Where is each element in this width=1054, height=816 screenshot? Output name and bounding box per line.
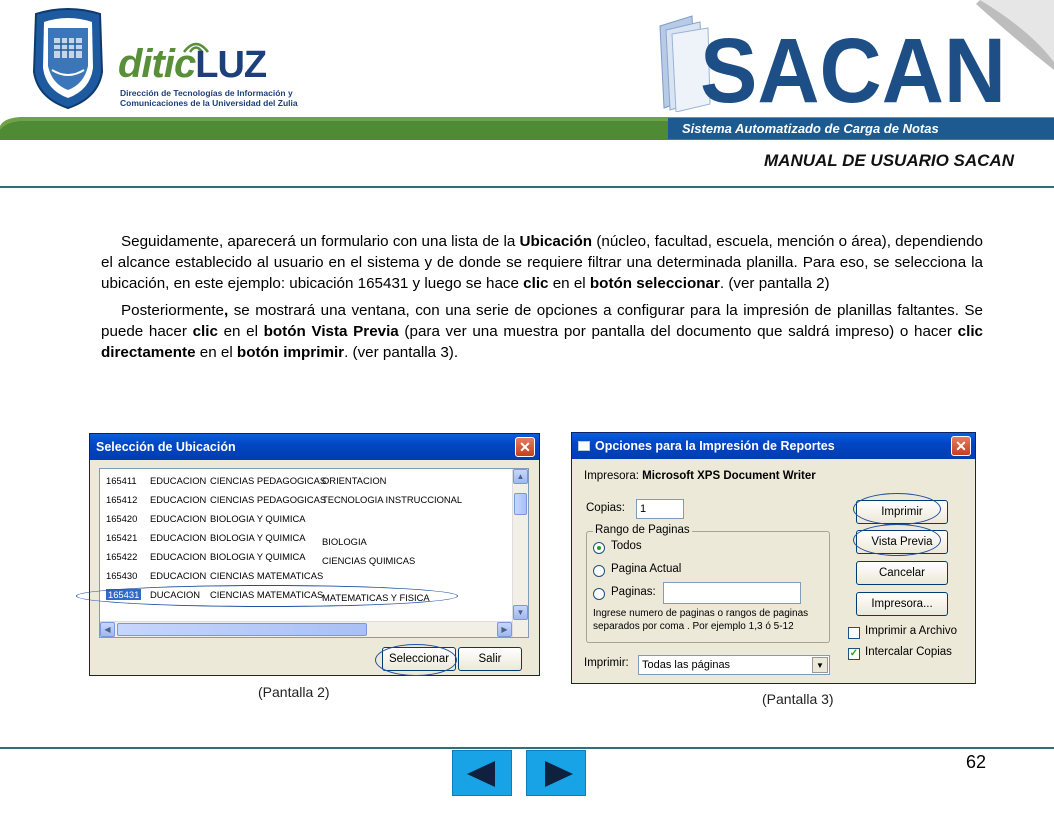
cancel-button[interactable]: Cancelar bbox=[856, 561, 948, 585]
sacan-subtitle: Sistema Automatizado de Carga de Notas bbox=[668, 118, 1054, 139]
page-number: 62 bbox=[966, 752, 987, 772]
highlight-oval-preview-button bbox=[853, 524, 941, 556]
close-icon[interactable]: ✕ bbox=[951, 436, 971, 456]
radio-pages-label: Paginas: bbox=[611, 586, 656, 598]
footer-divider bbox=[0, 747, 1054, 749]
copies-stepper[interactable]: 1 bbox=[636, 499, 684, 519]
scroll-up-icon[interactable]: ▲ bbox=[513, 469, 528, 484]
pages-hint-line-2: separados por coma . Por ejemplo 1,3 ó 5-12 bbox=[593, 621, 794, 632]
collate-copies-label: Intercalar Copias bbox=[865, 646, 952, 658]
window-title-bar bbox=[90, 434, 539, 460]
printer-settings-button[interactable]: Impresora... bbox=[856, 592, 948, 616]
page-curl-decoration bbox=[970, 0, 1054, 70]
radio-pages[interactable] bbox=[593, 588, 605, 600]
scroll-thumb[interactable] bbox=[514, 493, 527, 515]
scroll-right-icon[interactable]: ▶ bbox=[497, 622, 512, 637]
location-list[interactable]: 165411 EDUCACION CIENCIAS PEDAGOGICAS ORIENTACION 165412 EDUCACION CIENCIAS PEDAGOGICAS TECNOLOGIA INSTRUCCIONAL 165420 EDUCACION BIOLOGIA Y QUIMICA 165421 EDUCACION BIOLOGIA Y QUIMICA BIOLOGIA 165422 EDUCACION BIOLOGIA Y QUIMICA CIENCIAS QUIMICAS 165430 EDUCACION CIENCIAS MATEMATICAS 165431 DUCACION CIENCIAS MATEMATICAS MATEMATICAS Y FISICA ▲ ▼ ◀ ▶ bbox=[99, 468, 529, 638]
highlight-oval-print-button bbox=[853, 493, 941, 525]
print-range-select[interactable]: Todas las páginas ▼ bbox=[638, 655, 830, 675]
ditic-luz-logo bbox=[118, 42, 328, 112]
scroll-left-icon[interactable]: ◀ bbox=[100, 622, 115, 637]
print-options-window bbox=[571, 432, 976, 684]
caption-screen-3: (Pantalla 3) bbox=[762, 691, 834, 707]
manual-title: MANUAL DE USUARIO SACAN bbox=[764, 151, 1014, 170]
select-button[interactable]: Seleccionar bbox=[382, 647, 456, 671]
copies-label: Copias: bbox=[586, 502, 625, 514]
pages-input[interactable] bbox=[663, 582, 801, 604]
vertical-scrollbar[interactable] bbox=[512, 469, 528, 637]
window-title: Opciones para la Impresión de Reportes bbox=[595, 439, 835, 453]
next-page-button[interactable] bbox=[526, 750, 586, 796]
svg-text:SACAN: SACAN bbox=[700, 20, 1006, 114]
header-divider bbox=[0, 186, 1054, 188]
printer-label: Impresora: Microsoft XPS Document Writer bbox=[584, 470, 816, 482]
preview-button[interactable]: Vista Previa bbox=[856, 530, 948, 554]
horizontal-scrollbar[interactable] bbox=[100, 621, 512, 637]
body-text bbox=[101, 232, 983, 371]
location-selection-window bbox=[89, 433, 540, 676]
window-title: Selección de Ubicación bbox=[96, 440, 236, 454]
page-range-group bbox=[586, 524, 830, 643]
ditic-subtitle: Dirección de Tecnologías de Información y Comunicaciones de la Universidad del Zulia bbox=[120, 88, 298, 108]
paragraph-1: Seguidamente, aparecerá un formulario con una lista de la Ubicación (núcleo, facultad, escuela, mención o área), dependiendo el alcance establecido al usuario en el sistema y de donde se requiere filtrar una determinada planilla. Para eso, se selecciona la ubicación, en este ejemplo: ubicación 165431 y luego se hace clic en el botón seleccionar. (ver pantalla 2) bbox=[101, 233, 984, 292]
paragraph-2: Posteriormente, se mostrará una ventana, con una serie de opciones a configurar para la impresión de planillas faltantes. Se puede hacer clic en el botón Vista Previa (para ver una muestra por pantalla del documento que saldrá impreso) o hacer clic directamente en el botón imprimir. (ver pantalla 3). bbox=[101, 302, 983, 361]
left-arrow-icon bbox=[467, 761, 495, 787]
caption-screen-2: (Pantalla 2) bbox=[258, 684, 330, 700]
scroll-thumb[interactable] bbox=[117, 623, 367, 636]
pages-hint-line-1: Ingrese numero de paginas o rangos de paginas bbox=[593, 608, 809, 619]
ditic-wordmark: diticLUZ bbox=[118, 42, 267, 86]
collate-copies-checkbox[interactable]: ✓ bbox=[849, 648, 859, 659]
sacan-wordmark bbox=[700, 20, 1010, 114]
radio-all-pages[interactable] bbox=[593, 542, 605, 554]
highlight-oval-select-button bbox=[375, 644, 457, 676]
radio-current-label: Pagina Actual bbox=[611, 563, 682, 575]
highlight-oval-selected-row bbox=[76, 585, 458, 607]
page-range-title: Rango de Paginas bbox=[595, 524, 690, 536]
print-to-file-checkbox[interactable] bbox=[848, 627, 860, 639]
scroll-down-icon[interactable]: ▼ bbox=[513, 605, 528, 620]
radio-current-page[interactable] bbox=[593, 565, 605, 577]
radio-all-label: Todos bbox=[611, 540, 642, 552]
previous-page-button[interactable] bbox=[452, 750, 512, 796]
page-header bbox=[0, 0, 1054, 190]
right-arrow-icon bbox=[545, 761, 573, 787]
window-icon bbox=[578, 441, 590, 451]
close-icon[interactable]: ✕ bbox=[515, 437, 535, 457]
chevron-down-icon[interactable]: ▼ bbox=[812, 657, 828, 673]
exit-button[interactable]: Salir bbox=[458, 647, 522, 671]
university-seal-icon bbox=[28, 8, 108, 110]
print-range-label: Imprimir: bbox=[584, 657, 629, 669]
print-button[interactable]: Imprimir bbox=[856, 500, 948, 524]
window-title-bar bbox=[572, 433, 975, 459]
print-to-file-label: Imprimir a Archivo bbox=[865, 625, 958, 637]
